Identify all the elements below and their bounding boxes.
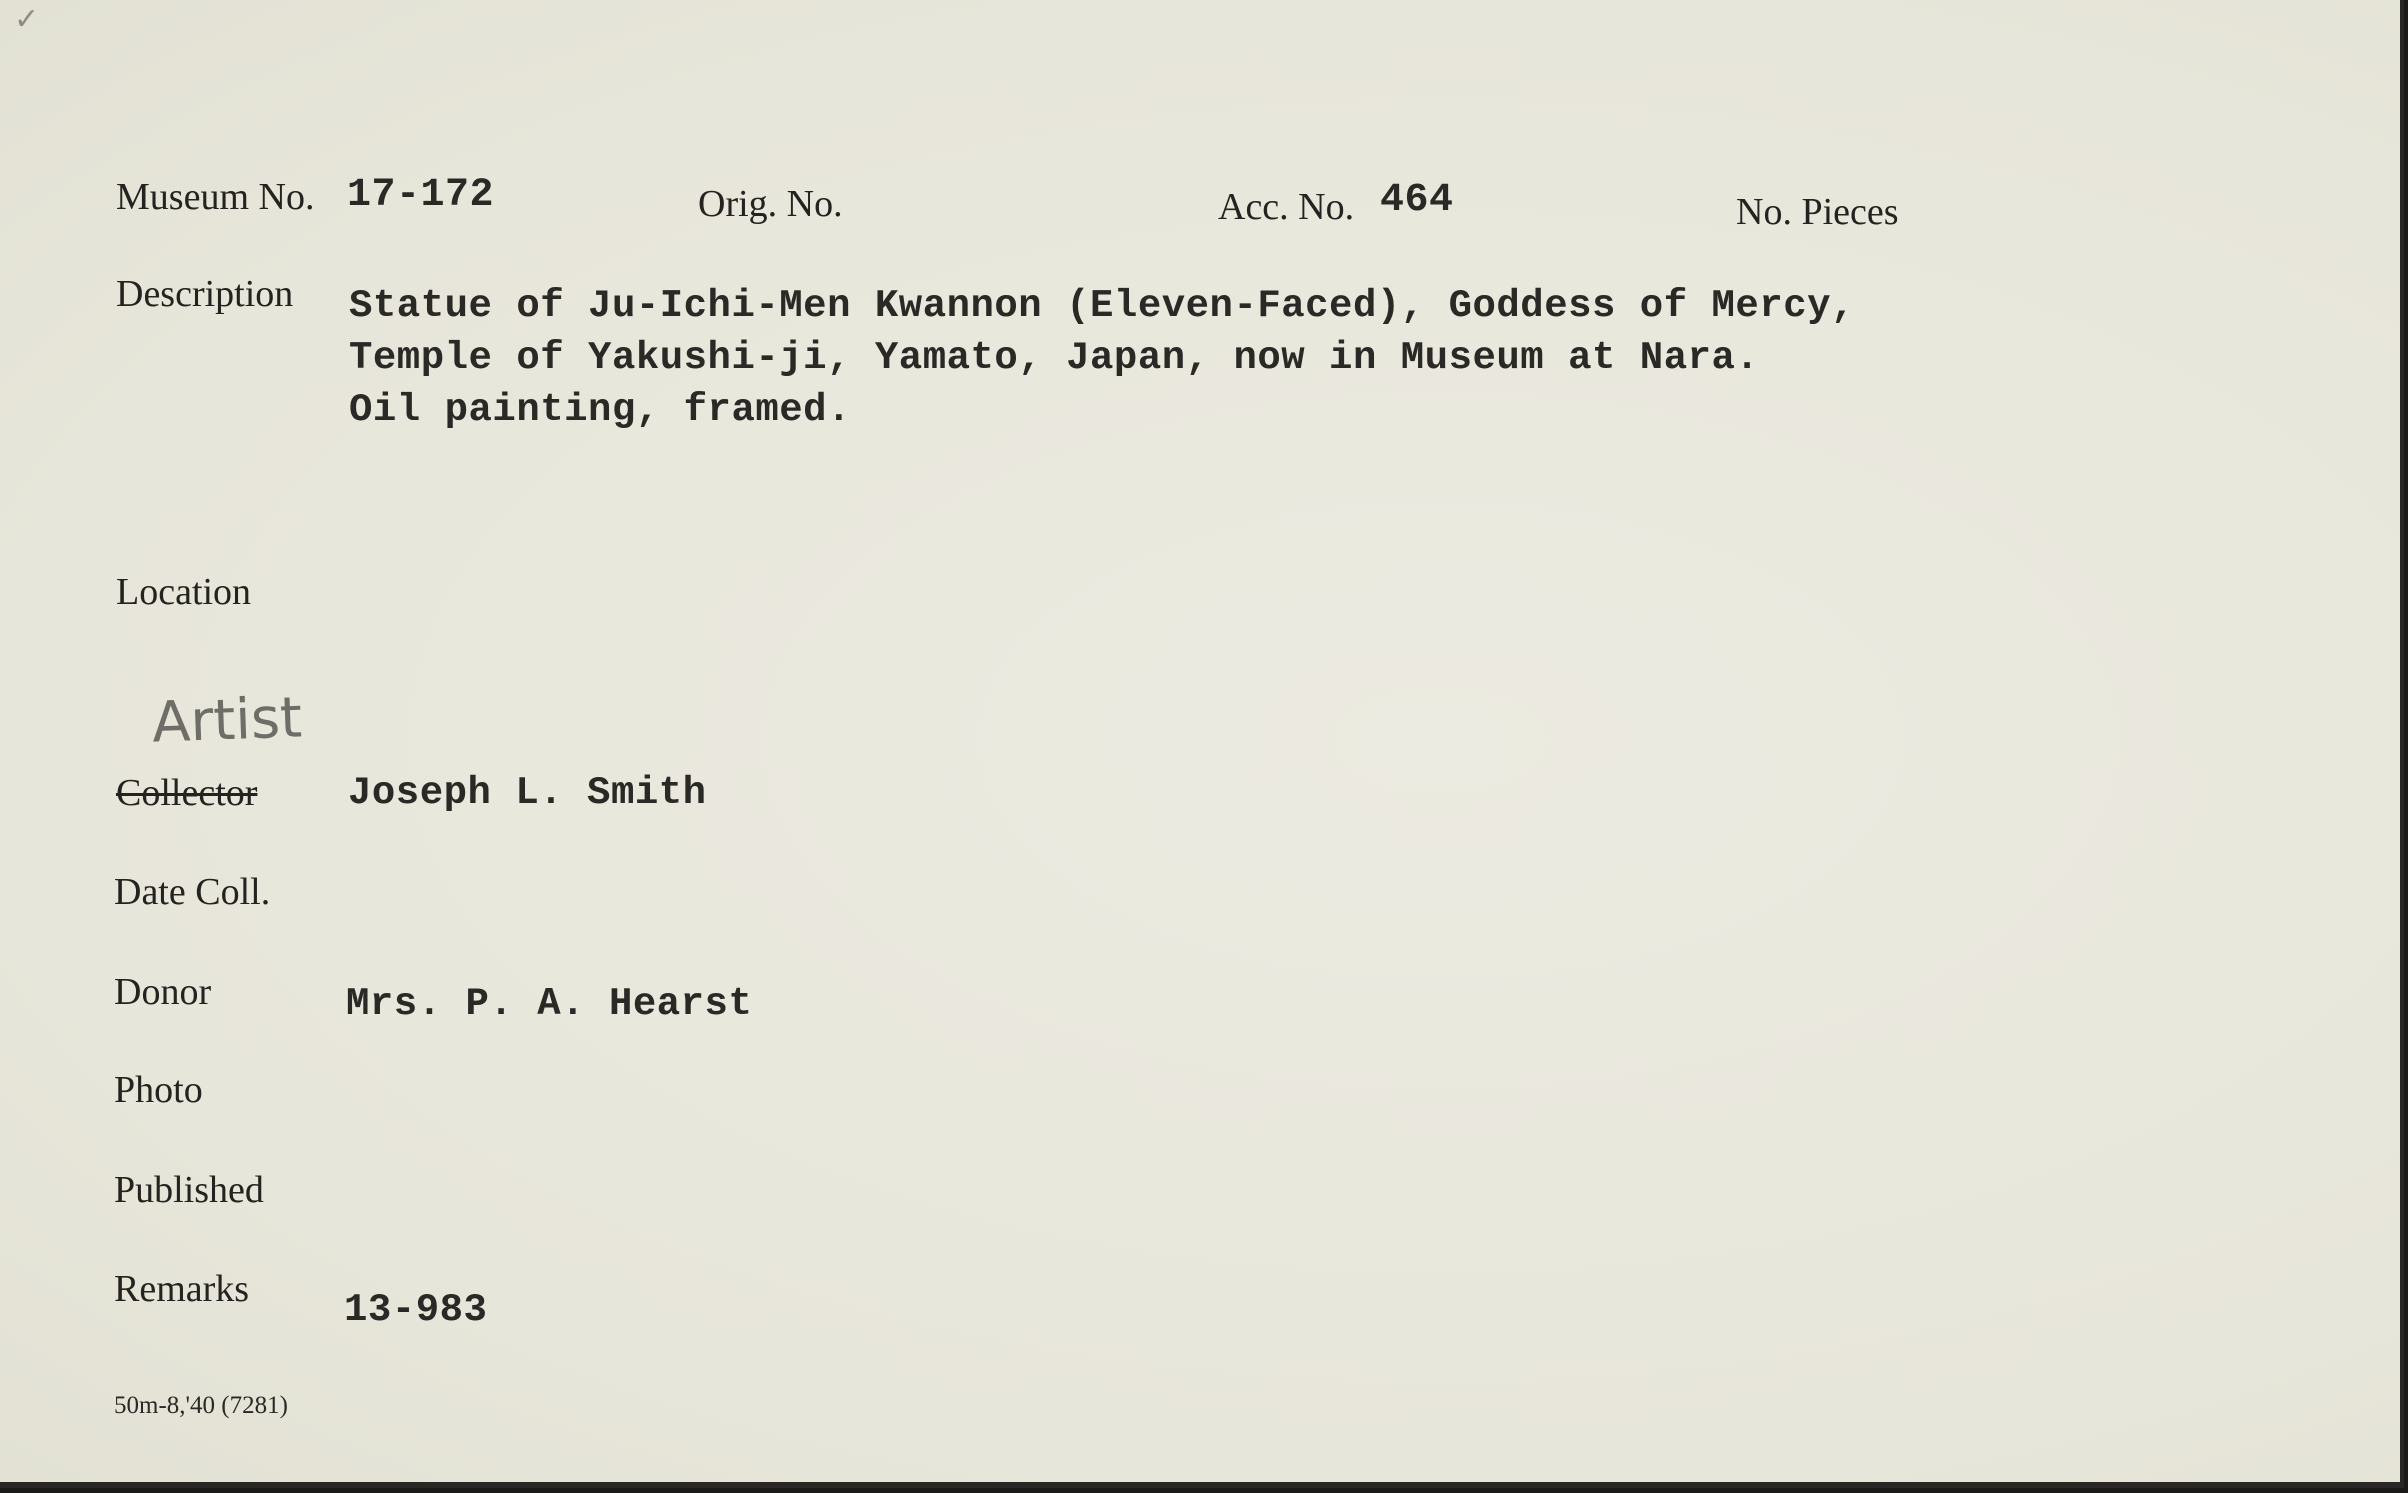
location-label: Location	[116, 571, 252, 613]
orig-no-label: Orig. No.	[698, 183, 843, 225]
collector-label: Collector	[116, 772, 258, 814]
acc-no-label: Acc. No.	[1218, 186, 1355, 228]
remarks-label: Remarks	[114, 1268, 250, 1310]
remarks-value: 13-983	[344, 1288, 488, 1332]
check-mark: ✓	[14, 2, 40, 37]
date-coll-label: Date Coll.	[114, 871, 271, 913]
description-line-3: Oil painting, framed.	[349, 388, 851, 432]
description-line-1: Statue of Ju-Ichi-Men Kwannon (Eleven-Faced), Goddess of Mercy,	[349, 284, 1855, 328]
museum-no-label: Museum No.	[116, 176, 315, 218]
handwritten-artist-label: Artist	[150, 685, 304, 756]
published-label: Published	[114, 1169, 264, 1211]
museum-no-value: 17-172	[347, 173, 495, 218]
description-label: Description	[116, 273, 294, 315]
description-text	[349, 284, 1855, 440]
no-pieces-label: No. Pieces	[1736, 191, 1899, 233]
donor-label: Donor	[114, 971, 212, 1013]
print-code: 50m-8,'40 (7281)	[114, 1392, 288, 1419]
collector-value: Joseph L. Smith	[348, 771, 707, 815]
donor-value: Mrs. P. A. Hearst	[346, 982, 753, 1026]
description-line-2: Temple of Yakushi-ji, Yamato, Japan, now in Museum at Nara.	[349, 336, 1760, 380]
photo-label: Photo	[114, 1069, 203, 1111]
acc-no-value: 464	[1380, 178, 1454, 223]
